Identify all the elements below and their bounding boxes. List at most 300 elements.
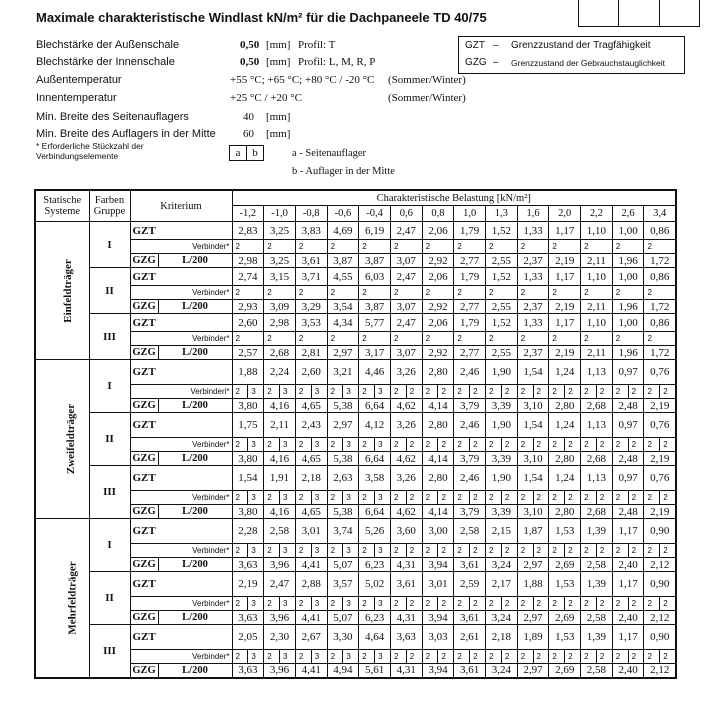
connector-count: 2 — [565, 385, 581, 399]
gzg-value: 2,48 — [612, 505, 644, 519]
gzg-value: 3,25 — [264, 254, 296, 268]
gzg-label: GZG — [130, 300, 158, 314]
gzg-value: 2,37 — [517, 254, 549, 268]
connector-count: 2 — [612, 438, 628, 452]
gzt-label: GZT — [130, 314, 232, 332]
legend-desc-gzt: Grenzzustand der Tragfähigkeit — [511, 40, 651, 51]
gzg-value: 3,96 — [264, 664, 296, 678]
gzg-value: 4,94 — [327, 664, 359, 678]
gzt-value: 3,00 — [422, 519, 454, 544]
connector-count: 2 — [612, 491, 628, 505]
connector-count: 2 — [390, 286, 422, 300]
connector-count: 3 — [375, 438, 391, 452]
group-name: II — [89, 268, 130, 314]
gzg-value: 2,80 — [549, 505, 581, 519]
table-row — [35, 399, 676, 413]
gzt-value: 2,61 — [454, 625, 486, 650]
connector-count: 2 — [596, 385, 612, 399]
connector-count: 2 — [533, 544, 549, 558]
gzg-value: 1,72 — [644, 300, 676, 314]
gzt-value: 3,57 — [327, 572, 359, 597]
connector-count: 2 — [454, 650, 470, 664]
gzg-value: 3,10 — [517, 399, 549, 413]
table-row — [35, 625, 676, 650]
l200-label: L/200 — [158, 254, 232, 268]
gzt-value: 5,02 — [359, 572, 391, 597]
connector-count: 2 — [660, 385, 676, 399]
connector-count: 2 — [517, 650, 533, 664]
connector-count: 3 — [248, 385, 264, 399]
load-value: -0,4 — [359, 206, 391, 222]
connector-count: 3 — [343, 650, 359, 664]
connector-count: 2 — [422, 332, 454, 346]
connector-count: 2 — [295, 286, 327, 300]
gzg-value: 3,80 — [232, 505, 264, 519]
connector-count: 2 — [612, 332, 644, 346]
connector-count: 2 — [581, 491, 597, 505]
gzg-value: 2,19 — [644, 505, 676, 519]
connector-count: 2 — [264, 332, 296, 346]
table-row — [35, 572, 676, 597]
connector-count: 2 — [486, 240, 518, 254]
gzg-label: GZG — [130, 505, 158, 519]
gzt-value: 4,64 — [359, 625, 391, 650]
connector-count: 3 — [375, 491, 391, 505]
connector-count: 2 — [295, 491, 311, 505]
gzg-value: 2,11 — [581, 346, 613, 360]
param-label: Außentemperatur — [36, 74, 122, 86]
gzt-value: 3,83 — [295, 222, 327, 240]
gzt-value: 2,88 — [295, 572, 327, 597]
gzg-value: 2,97 — [517, 558, 549, 572]
gzg-value: 2,11 — [581, 300, 613, 314]
gzg-label: GZG — [130, 664, 158, 678]
gzt-value: 1,17 — [612, 572, 644, 597]
gzg-value: 1,96 — [612, 346, 644, 360]
gzg-value: 2,77 — [454, 254, 486, 268]
table-row — [35, 413, 676, 438]
gzt-value: 2,06 — [422, 314, 454, 332]
gzg-value: 3,87 — [359, 254, 391, 268]
connector-count: 2 — [327, 332, 359, 346]
gzg-value: 5,61 — [359, 664, 391, 678]
gzg-value: 2,80 — [549, 452, 581, 466]
connector-count: 2 — [644, 544, 660, 558]
gzg-value: 2,37 — [517, 346, 549, 360]
gzg-label: GZG — [130, 452, 158, 466]
connector-count: 2 — [390, 544, 406, 558]
connector-count: 2 — [517, 332, 549, 346]
legend-dash-gzt: – — [493, 40, 499, 51]
connector-count: 2 — [232, 332, 264, 346]
connector-count: 2 — [549, 544, 565, 558]
header-load: Charakteristische Belastung [kN/m²] — [232, 190, 676, 206]
connector-count: 2 — [454, 544, 470, 558]
param-value: +25 °C / +20 °C — [230, 92, 302, 104]
connector-count: 2 — [644, 491, 660, 505]
table-row — [35, 466, 676, 491]
gzt-value: 2,97 — [327, 413, 359, 438]
table-row — [35, 505, 676, 519]
connector-count: 2 — [581, 240, 613, 254]
connector-count: 2 — [486, 491, 502, 505]
connector-count: 2 — [486, 385, 502, 399]
gzt-value: 2,19 — [232, 572, 264, 597]
gzt-value: 2,60 — [232, 314, 264, 332]
connector-count: 2 — [596, 544, 612, 558]
gzg-value: 3,39 — [486, 452, 518, 466]
gzt-value: 3,58 — [359, 466, 391, 491]
param-value: 40 — [243, 111, 254, 123]
table-row — [35, 452, 676, 466]
gzg-value: 2,77 — [454, 346, 486, 360]
connector-count: 2 — [295, 385, 311, 399]
gzg-value: 6,23 — [359, 558, 391, 572]
load-value: 2,6 — [612, 206, 644, 222]
gzt-value: 2,60 — [295, 360, 327, 385]
gzt-value: 1,54 — [517, 413, 549, 438]
connector-label: Verbinder* — [130, 438, 232, 452]
gzg-value: 2,68 — [581, 505, 613, 519]
gzt-value: 1,87 — [517, 519, 549, 544]
gzt-value: 1,13 — [581, 360, 613, 385]
gzt-value: 2,43 — [295, 413, 327, 438]
gzt-value: 5,77 — [359, 314, 391, 332]
connector-count: 3 — [248, 491, 264, 505]
gzt-value: 3,21 — [327, 360, 359, 385]
gzg-value: 4,41 — [295, 558, 327, 572]
connector-count: 2 — [612, 544, 628, 558]
connector-count: 3 — [311, 491, 327, 505]
gzt-value: 1,17 — [612, 519, 644, 544]
connector-count: 2 — [438, 597, 454, 611]
connector-count: 2 — [438, 438, 454, 452]
header-criterion: Kriterium — [130, 190, 232, 222]
connector-label: Verbinder* — [130, 240, 232, 254]
connector-count: 2 — [390, 491, 406, 505]
gzg-label: GZG — [130, 399, 158, 413]
connector-count: 2 — [359, 286, 391, 300]
gzt-value: 3,53 — [295, 314, 327, 332]
connector-count: 3 — [375, 385, 391, 399]
connector-count: 2 — [517, 286, 549, 300]
load-value: -0,8 — [295, 206, 327, 222]
gzt-value: 6,03 — [359, 268, 391, 286]
l200-label: L/200 — [158, 452, 232, 466]
gzt-value: 0,90 — [644, 572, 676, 597]
gzt-value: 1,24 — [549, 466, 581, 491]
gzg-value: 2,12 — [644, 611, 676, 625]
connector-count: 2 — [406, 491, 422, 505]
gzg-value: 4,14 — [422, 505, 454, 519]
connector-count: 3 — [248, 544, 264, 558]
connector-count: 2 — [390, 597, 406, 611]
param-value: 60 — [243, 128, 254, 140]
gzt-value: 1,54 — [517, 466, 549, 491]
gzt-value: 3,63 — [390, 625, 422, 650]
connector-count: 2 — [501, 385, 517, 399]
gzg-value: 3,39 — [486, 399, 518, 413]
param-extra: (Sommer/Winter) — [388, 74, 466, 86]
gzg-value: 2,57 — [232, 346, 264, 360]
connector-count: 2 — [327, 491, 343, 505]
connector-count: 2 — [549, 438, 565, 452]
gzt-value: 1,10 — [581, 268, 613, 286]
gzt-value: 1,39 — [581, 572, 613, 597]
gzg-value: 3,63 — [232, 664, 264, 678]
gzt-value: 1,79 — [454, 314, 486, 332]
connector-count: 2 — [581, 597, 597, 611]
gzt-value: 1,33 — [517, 222, 549, 240]
connector-count: 2 — [470, 491, 486, 505]
gzg-value: 4,14 — [422, 399, 454, 413]
gzg-value: 3,54 — [327, 300, 359, 314]
gzg-value: 3,79 — [454, 505, 486, 519]
legend-desc-gzg: Grenzzustand der Gebrauchstauglichkeit — [511, 58, 666, 68]
gzg-value: 4,65 — [295, 452, 327, 466]
gzg-label: GZG — [130, 346, 158, 360]
gzt-value: 3,01 — [295, 519, 327, 544]
connector-count: 2 — [581, 385, 597, 399]
legend-abbr-gzg: GZG — [465, 57, 487, 68]
param-label: Blechstärke der Innenschale — [36, 56, 175, 68]
connector-count: 2 — [628, 385, 644, 399]
gzt-value: 1,24 — [549, 413, 581, 438]
connector-count: 2 — [501, 597, 517, 611]
load-value: 1,6 — [517, 206, 549, 222]
ab-note-b: b - Auflager in der Mitte — [292, 166, 395, 177]
gzt-value: 4,46 — [359, 360, 391, 385]
connector-count: 2 — [533, 650, 549, 664]
load-value: 2,0 — [549, 206, 581, 222]
load-value: 1,3 — [486, 206, 518, 222]
gzg-value: 3,61 — [295, 254, 327, 268]
gzt-value: 1,17 — [549, 314, 581, 332]
gzt-value: 0,97 — [612, 466, 644, 491]
gzt-value: 5,26 — [359, 519, 391, 544]
gzg-value: 2,40 — [612, 664, 644, 678]
load-value: 0,6 — [390, 206, 422, 222]
connector-label: Verbinder* — [130, 286, 232, 300]
connector-count: 2 — [612, 597, 628, 611]
connector-count: 2 — [406, 544, 422, 558]
gzg-value: 6,64 — [359, 399, 391, 413]
connector-count: 3 — [280, 491, 296, 505]
system-label: Einfeldträger — [61, 258, 74, 323]
load-value: 3,4 — [644, 206, 676, 222]
gzg-value: 2,19 — [549, 254, 581, 268]
gzg-value: 2,55 — [486, 346, 518, 360]
gzg-value: 2,37 — [517, 300, 549, 314]
connector-count: 3 — [311, 438, 327, 452]
connector-count: 2 — [295, 544, 311, 558]
gzt-value: 3,26 — [390, 360, 422, 385]
gzt-value: 1,17 — [549, 268, 581, 286]
connector-count: 2 — [486, 286, 518, 300]
gzt-value: 2,46 — [454, 360, 486, 385]
connector-label: Verbinder* — [130, 491, 232, 505]
connector-count: 3 — [248, 597, 264, 611]
gzt-value: 1,54 — [517, 360, 549, 385]
l200-label: L/200 — [158, 664, 232, 678]
table-row — [35, 332, 676, 346]
connector-count: 3 — [343, 438, 359, 452]
gzt-value: 0,90 — [644, 625, 676, 650]
connector-count: 2 — [470, 597, 486, 611]
group-name: II — [89, 572, 130, 625]
connector-count: 3 — [248, 438, 264, 452]
param-unit: [mm] — [266, 39, 291, 51]
gzg-value: 6,23 — [359, 611, 391, 625]
connector-label: Verbinder* — [130, 544, 232, 558]
gzt-label: GZT — [130, 625, 232, 650]
connector-count: 2 — [533, 438, 549, 452]
connector-count: 2 — [517, 544, 533, 558]
connector-count: 2 — [549, 597, 565, 611]
connector-count: 2 — [517, 240, 549, 254]
system-name — [35, 360, 89, 519]
group-name: I — [89, 222, 130, 268]
connector-count: 2 — [264, 597, 280, 611]
connector-count: 2 — [295, 438, 311, 452]
connector-count: 2 — [660, 597, 676, 611]
connector-count: 3 — [375, 650, 391, 664]
connector-count: 2 — [517, 438, 533, 452]
connector-count: 2 — [327, 438, 343, 452]
gzt-value: 3,30 — [327, 625, 359, 650]
connector-count: 2 — [470, 385, 486, 399]
gzt-value: 0,97 — [612, 360, 644, 385]
table-row — [35, 664, 676, 678]
gzt-value: 3,15 — [264, 268, 296, 286]
connector-count: 3 — [343, 597, 359, 611]
gzg-value: 2,40 — [612, 558, 644, 572]
gzg-value: 6,64 — [359, 505, 391, 519]
connector-count: 2 — [660, 544, 676, 558]
gzt-value: 1,90 — [486, 466, 518, 491]
connector-count: 2 — [486, 650, 502, 664]
gzg-value: 1,96 — [612, 254, 644, 268]
connector-count: 2 — [359, 385, 375, 399]
connector-count: 2 — [454, 240, 486, 254]
connector-count: 2 — [406, 438, 422, 452]
gzg-value: 3,07 — [390, 300, 422, 314]
connector-count: 3 — [311, 544, 327, 558]
connector-count: 2 — [517, 491, 533, 505]
connector-count: 2 — [470, 650, 486, 664]
gzt-value: 1,17 — [612, 625, 644, 650]
gzg-value: 3,24 — [486, 558, 518, 572]
connector-count: 2 — [359, 491, 375, 505]
connector-count: 2 — [438, 544, 454, 558]
gzt-label: GZT — [130, 572, 232, 597]
gzg-value: 3,63 — [232, 611, 264, 625]
connector-count: 2 — [596, 597, 612, 611]
l200-label: L/200 — [158, 346, 232, 360]
gzt-label: GZT — [130, 413, 232, 438]
connector-count: 2 — [565, 650, 581, 664]
gzg-value: 2,40 — [612, 611, 644, 625]
legend-dash-gzg: – — [493, 57, 499, 68]
load-value: 2,2 — [581, 206, 613, 222]
table-row — [35, 650, 676, 664]
load-value: -0,6 — [327, 206, 359, 222]
gzg-value: 2,68 — [581, 452, 613, 466]
param-unit: [mm] — [266, 111, 291, 123]
gzt-value: 3,60 — [390, 519, 422, 544]
ab-box-a: a — [230, 146, 247, 160]
load-value: -1,0 — [264, 206, 296, 222]
gzg-value: 3,96 — [264, 558, 296, 572]
connector-count: 2 — [264, 240, 296, 254]
gzt-value: 2,63 — [327, 466, 359, 491]
connector-count: 2 — [454, 286, 486, 300]
table-row — [35, 346, 676, 360]
connector-count: 2 — [644, 240, 676, 254]
connector-count: 2 — [596, 491, 612, 505]
gzg-value: 2,55 — [486, 254, 518, 268]
connector-count: 2 — [581, 438, 597, 452]
connector-count: 2 — [628, 544, 644, 558]
top-corner-boxes — [578, 0, 700, 27]
connector-count: 2 — [232, 650, 248, 664]
connector-count: 2 — [501, 544, 517, 558]
gzg-value: 2,92 — [422, 254, 454, 268]
param-unit: [mm] — [266, 128, 291, 140]
connector-count: 3 — [311, 385, 327, 399]
connector-count: 2 — [390, 240, 422, 254]
gzg-value: 3,24 — [486, 664, 518, 678]
connector-count: 2 — [565, 491, 581, 505]
gzt-value: 1,79 — [454, 222, 486, 240]
gzg-value: 3,61 — [454, 558, 486, 572]
gzt-label: GZT — [130, 268, 232, 286]
gzg-value: 4,62 — [390, 399, 422, 413]
note-line-1: * Erforderliche Stückzahl der — [36, 141, 144, 151]
l200-label: L/200 — [158, 505, 232, 519]
connector-count: 2 — [422, 385, 438, 399]
connector-count: 3 — [343, 544, 359, 558]
group-name: I — [89, 519, 130, 572]
gzg-value: 3,61 — [454, 664, 486, 678]
gzg-value: 2,69 — [549, 611, 581, 625]
gzg-value: 1,72 — [644, 346, 676, 360]
table-row — [35, 222, 676, 240]
connector-count: 2 — [486, 438, 502, 452]
gzg-value: 2,58 — [581, 558, 613, 572]
connector-count: 3 — [375, 544, 391, 558]
gzt-value: 3,25 — [264, 222, 296, 240]
gzt-value: 2,59 — [454, 572, 486, 597]
table-row — [35, 611, 676, 625]
connector-count: 3 — [280, 385, 296, 399]
param-label: Min. Breite des Seitenauflagers — [36, 111, 189, 123]
connector-count: 2 — [422, 650, 438, 664]
gzt-value: 2,30 — [264, 625, 296, 650]
gzt-value: 1,54 — [232, 466, 264, 491]
gzt-value: 2,05 — [232, 625, 264, 650]
connector-count: 2 — [454, 332, 486, 346]
gzt-value: 0,86 — [644, 222, 676, 240]
gzg-value: 1,72 — [644, 254, 676, 268]
connector-count: 2 — [406, 385, 422, 399]
header-group: Farben Gruppe — [89, 190, 130, 222]
connector-count: 2 — [390, 438, 406, 452]
gzt-value: 1,88 — [517, 572, 549, 597]
gzt-value: 1,53 — [549, 625, 581, 650]
gzg-value: 2,69 — [549, 558, 581, 572]
connector-count: 2 — [295, 332, 327, 346]
